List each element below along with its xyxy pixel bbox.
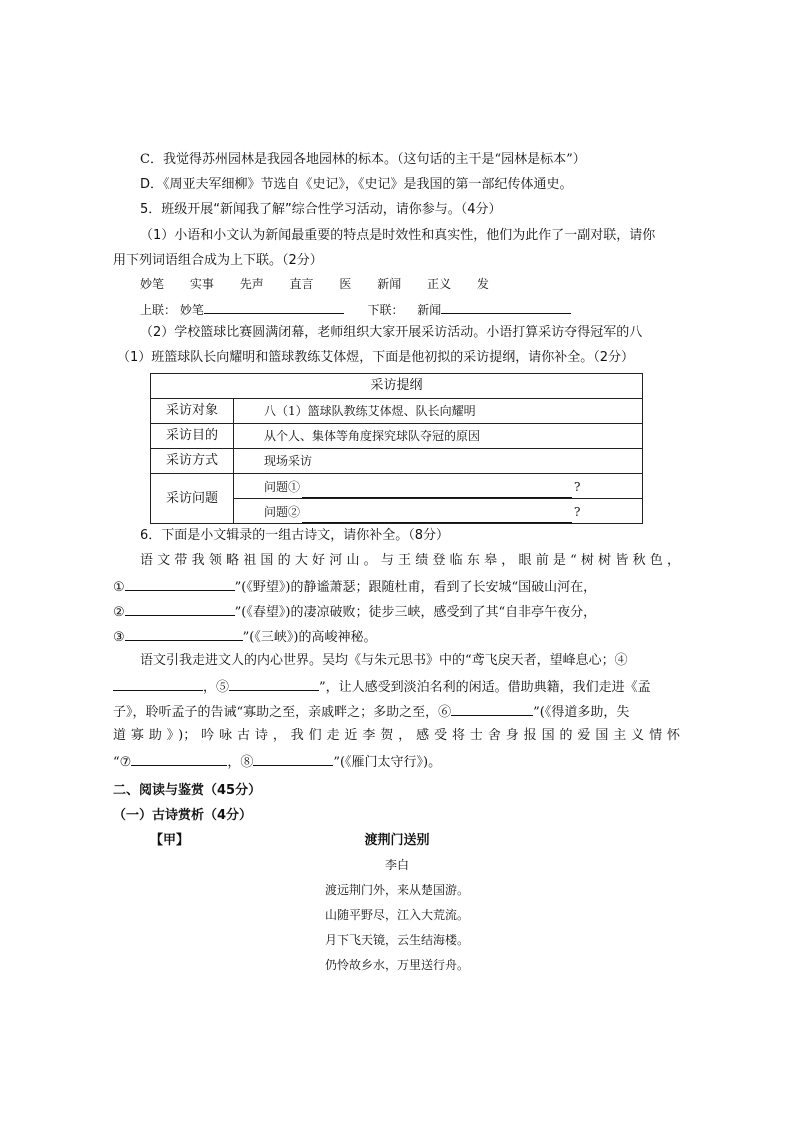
table-row [151,399,643,424]
blank-number-2: ② [113,605,125,620]
blank-number-8: ，⑧ [227,755,254,770]
q6-line-7-source: ”(《得道多助，失 [533,705,630,720]
outline-value-target: 八（1）篮球队教练艾体煜、队长向耀明 [234,399,643,424]
word-item: 直言 [289,277,314,291]
lower-couplet-label: 下联： [367,303,404,317]
question-2-label: 问题② [264,505,301,519]
q6-line-4-text: ”(《三峡》)的高峻神秘。 [242,630,377,645]
poem-line: 山随平野尽，江入大荒流。 [324,908,469,922]
word-item: 先声 [239,277,264,291]
answer-blank-5[interactable] [229,676,319,691]
q6-line-3 [113,601,596,623]
outline-label-purpose: 采访目的 [151,424,234,449]
word-item: 实事 [189,277,214,291]
option-c: C．我觉得苏州园林是我园各地园林的标本。（这句话的主干是“园林是标本”） [140,152,586,167]
section-2-subtitle: （一）古诗赏析（4分） [113,808,253,823]
option-d: D．《周亚夫军细柳》节选自《史记》，《史记》是我国的第一部纪传体通史。 [140,177,573,192]
outline-value-purpose: 从个人、集体等角度探究球队夺冠的原因 [234,424,643,449]
word-item: 发 [476,277,489,291]
question-1-label: 问题① [264,480,301,494]
upper-couplet-start: 妙笔 [179,303,204,317]
lower-couplet-start: 新闻 [417,303,442,317]
outline-title: 采访提纲 [151,374,643,399]
upper-couplet-blank[interactable] [204,299,344,314]
question-1-blank[interactable] [302,483,572,498]
q5-part1-line2: 用下列词语组合成为上下联。（2分） [113,253,323,268]
q6-line-1: 语文带我领略祖国的大好河山。与王绩登临东皋，眼前是“树树皆秋色， [140,553,680,568]
blank-number-5: ，⑤ [203,680,230,695]
poem-tag: 【甲】 [150,833,190,848]
word-item: 新闻 [377,277,402,291]
question-mark: ? [574,480,581,494]
q6-line-9-text: ”(《雁门太守行》)。 [333,755,442,770]
poem-line: 渡远荆门外，来从楚国游。 [324,883,469,897]
answer-blank-3[interactable] [125,626,243,641]
question-mark: ? [574,505,581,519]
q5-part2-line1: （2）学校篮球比赛圆满闭幕，老师组织大家开展采访活动。小语打算采访夺得冠军的八 [140,325,643,340]
blank-number-7: “⑦ [113,755,132,770]
q6-line-2 [113,576,596,598]
upper-couplet-label: 上联： [140,303,177,317]
answer-blank-4[interactable] [113,676,203,691]
outline-label-method: 采访方式 [151,449,234,474]
word-item: 妙笔 [140,277,165,291]
interview-outline-table [150,373,643,524]
answer-blank-7[interactable] [131,751,227,766]
outline-value-method: 现场采访 [234,449,643,474]
blank-number-1: ① [113,580,125,595]
poem-title: 渡荆门送别 [364,833,430,848]
q5-part1-line1: （1）小语和小文认为新闻最重要的特点是时效性和真实性，他们为此作了一副对联，请你 [140,228,656,243]
outline-question-2 [234,499,643,524]
outline-question-1 [234,474,643,499]
answer-blank-8[interactable] [253,751,333,766]
q6-line-4 [113,626,376,648]
q5-part2-line2: （1）班篮球队长向耀明和篮球教练艾体煜，下面是他初拟的采访提纲，请你补全。（2分） [117,350,635,365]
outline-label-questions: 采访问题 [151,474,234,524]
q6-line-2-text: ”(《野望》)的静谧萧瑟；跟随杜甫，看到了长安城“国破山河在， [234,580,597,595]
blank-number-3: ③ [113,630,125,645]
q6-line-5: 语文引我走进文人的内心世界。吴均《与朱元思书》中的“鸢飞戾天者，望峰息心；④ [140,653,628,668]
word-item: 医 [339,277,352,291]
q6-line-6 [113,676,651,698]
poem-line: 月下飞天镜，云生结海楼。 [324,933,469,947]
word-item: 正义 [427,277,452,291]
word-bank [140,274,489,294]
table-row [151,424,643,449]
q6-line-9 [113,751,441,773]
answer-blank-1[interactable] [125,576,235,591]
answer-blank-6[interactable] [451,701,533,716]
q6-line-7-text: 子》，聆听孟子的告诫“寡助之至，亲戚畔之；多助之至，⑥ [113,705,452,720]
q6-line-7 [113,701,629,723]
table-row [151,449,643,474]
question-6-title: 6．下面是小文辑录的一组古诗文，请你补全。（8分） [140,528,450,543]
lower-couplet-blank[interactable] [441,299,571,314]
question-2-blank[interactable] [302,508,572,523]
poem-author: 李白 [384,858,409,872]
poem-line: 仍怜故乡水，万里送行舟。 [324,958,469,972]
q6-line-3-text: ”(《春望》)的凄凉破败；徒步三峡，感受到了其“自非亭午夜分， [234,605,597,620]
answer-blank-2[interactable] [125,601,235,616]
table-row [151,474,643,499]
q6-line-6-text: ”，让人感受到淡泊名利的闲适。借助典籍，我们走进《孟 [319,680,651,695]
outline-label-target: 采访对象 [151,399,234,424]
q6-line-8: 道寡助》)；吟咏古诗，我们走近李贺，感受将士舍身报国的爱国主义情怀 [113,728,680,743]
question-5-title: 5．班级开展“新闻我了解”综合性学习活动，请你参与。（4分） [140,202,502,217]
couplet-answer-row [140,299,571,320]
section-2-title: 二、阅读与鉴赏（45分） [113,783,262,798]
